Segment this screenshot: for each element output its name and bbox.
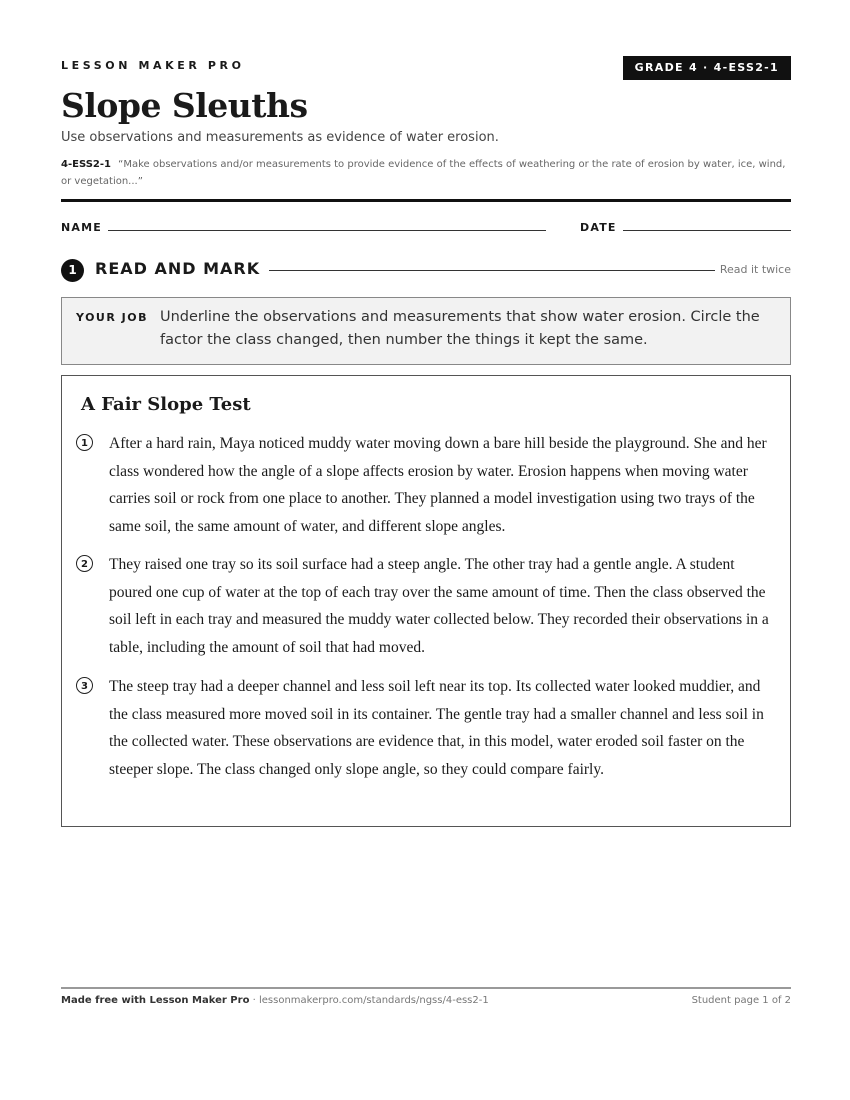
passage-title: A Fair Slope Test [81, 394, 251, 415]
reading-passage [61, 375, 791, 827]
paragraph-number: 1 [76, 434, 93, 451]
name-label: NAME [61, 221, 102, 234]
instructions-label: YOUR JOB [76, 311, 148, 324]
footer [61, 995, 791, 1006]
footer-link[interactable]: · lessonmakerpro.com/standards/ngss/4-ess2-1 [249, 995, 489, 1006]
instructions-box [61, 297, 791, 365]
section-rule [269, 270, 715, 271]
name-date-row [61, 219, 791, 239]
section-title: READ AND MARK [95, 259, 261, 278]
paragraph-text: After a hard rain, Maya noticed muddy water moving down a bare hill beside the playground. She and her class wondered how the angle of a slope affects erosion by water. Erosion happens when moving water carries soil or rock from one place to another. They planned a model investigation using two trays of the same soil, the same amount of water, and different slope angles. [109, 435, 767, 535]
instructions-text: Underline the observations and measurements that show water erosion. Circle the factor the class changed, then number the things it kept the same. [160, 309, 760, 348]
section-number-badge: 1 [61, 259, 84, 282]
header-bar [61, 56, 791, 80]
worksheet-title: Slope Sleuths [61, 86, 308, 125]
page-number: Student page 1 of 2 [691, 995, 791, 1006]
grade-badge: GRADE 4 · 4-ESS2-1 [623, 56, 791, 80]
date-label: DATE [580, 221, 617, 234]
date-field[interactable] [623, 230, 791, 231]
standard-code: 4-ESS2-1 [61, 159, 111, 170]
worksheet-page [61, 0, 791, 1100]
standard-text: “Make observations and/or measurements to provide evidence of the effects of weathering or the rate of erosion by water, ice, wind, or vegetation...” [61, 159, 786, 187]
footer-credit: Made free with Lesson Maker Pro [61, 995, 250, 1006]
section-header [61, 257, 791, 283]
header-divider [61, 199, 791, 202]
footer-divider [61, 987, 791, 989]
paragraph-number: 3 [76, 677, 93, 694]
worksheet-subtitle: Use observations and measurements as evidence of water erosion. [61, 130, 499, 145]
paragraph-number: 2 [76, 555, 93, 572]
section-hint: Read it twice [719, 263, 791, 276]
paragraph-text: The steep tray had a deeper channel and less soil left near its top. Its collected water looked muddier, and the class measured more moved soil in its container. The gentle tray had a smaller channel and less soil in the collected water. These observations are evidence that, in this model, water eroded soil faster on the steeper slope. The class changed only slope angle, so they could compare fairly. [109, 678, 764, 778]
brand-name: LESSON MAKER PRO [61, 59, 245, 72]
paragraph-text: They raised one tray so its soil surface had a steep angle. The other tray had a gentle angle. A student poured one cup of water at the top of each tray over the same amount of time. Then the class observed the soil left in each tray and measured the muddy water collected below. They recorded their observations in a table, including the amount of soil that had moved. [109, 556, 769, 656]
standard-statement [61, 156, 791, 190]
name-field[interactable] [108, 230, 546, 231]
